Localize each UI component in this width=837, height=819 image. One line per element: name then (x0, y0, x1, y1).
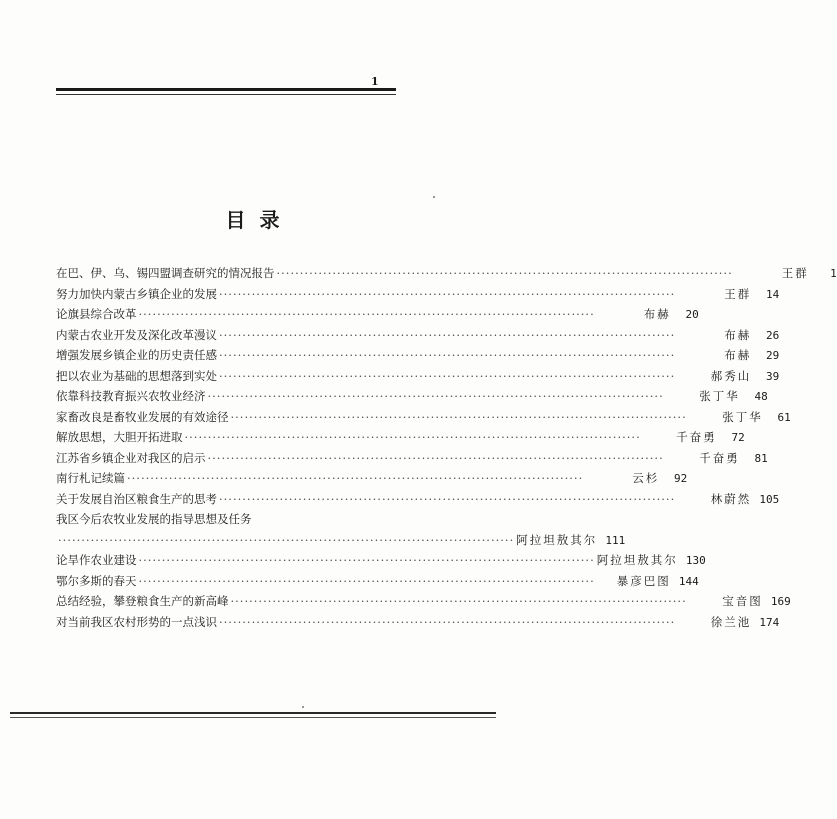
entry-author: 千奋勇 (676, 430, 717, 444)
entry-page: 20 (685, 308, 699, 321)
toc-entry[interactable] (56, 591, 791, 612)
entry-author: 布赫 (724, 348, 752, 362)
toc-entry[interactable] (56, 489, 780, 510)
toc-entry[interactable] (56, 612, 780, 633)
scan-speck (433, 196, 435, 198)
dot-leader (208, 448, 664, 469)
entry-page: 81 (754, 451, 768, 465)
header-rule (56, 88, 396, 91)
dot-leader (219, 489, 675, 510)
table-of-contents (56, 263, 837, 632)
entry-author: 徐兰池 (710, 614, 752, 629)
dot-leader (58, 530, 514, 551)
dot-leader (208, 386, 664, 407)
entry-title: 解放思想，大胆开拓进取 (56, 430, 183, 444)
dot-leader (219, 345, 675, 366)
entry-page: 14 (766, 287, 780, 301)
dot-leader (231, 407, 687, 428)
toc-entry-multiline-title[interactable] (56, 509, 402, 530)
entry-page: 29 (766, 349, 780, 362)
entry-author: 张丁华 (722, 409, 763, 424)
entry-title: 把以农业为基础的思想落到实处 (56, 368, 217, 383)
entry-title: 论旗县综合改革 (56, 307, 137, 321)
toc-entry[interactable] (56, 448, 768, 469)
entry-page: 169 (770, 595, 791, 608)
toc-entry[interactable] (56, 427, 745, 448)
dot-leader (219, 612, 675, 633)
dot-leader (219, 366, 675, 387)
entry-page: 61 (777, 410, 791, 424)
entry-page: 174 (759, 615, 780, 629)
entry-author: 阿拉坦敖其尔 (516, 532, 598, 547)
entry-page: 39 (766, 369, 780, 383)
entry-author: 郝秀山 (710, 368, 752, 383)
entry-title: 努力加快内蒙古乡镇企业的发展 (56, 286, 217, 301)
toc-entry-continuation[interactable] (56, 530, 626, 551)
entry-page: 130 (685, 554, 706, 567)
entry-title: 我区今后农牧业发展的指导思想及任务 (56, 512, 252, 526)
dot-leader (219, 284, 675, 305)
dot-leader (185, 427, 641, 448)
dot-leader (139, 571, 595, 592)
entry-title: 论旱作农业建设 (56, 553, 137, 567)
entry-author: 阿拉坦敖其尔 (596, 553, 678, 567)
entry-page: 1 (830, 267, 837, 280)
toc-entry[interactable] (56, 366, 780, 387)
entry-title: 南行札记续篇 (56, 471, 125, 485)
entry-author: 张丁华 (699, 389, 740, 403)
entry-title: 在巴、伊、乌、锡四盟调查研究的情况报告 (56, 266, 275, 280)
entry-page: 144 (678, 574, 699, 588)
entry-title: 总结经验，攀登粮食生产的新高峰 (56, 594, 229, 608)
entry-page: 26 (766, 328, 780, 342)
entry-author: 云杉 (632, 471, 660, 485)
entry-title: 鄂尔多斯的春天 (56, 573, 137, 588)
entry-page: 92 (674, 472, 688, 485)
scan-speck (302, 706, 304, 708)
entry-page: 111 (605, 533, 626, 547)
entry-author: 宝音图 (722, 594, 763, 608)
toc-entry[interactable] (56, 571, 699, 592)
entry-title: 对当前我区农村形势的一点浅识 (56, 614, 217, 629)
entry-author: 林蔚然 (710, 491, 752, 506)
toc-entry[interactable] (56, 263, 837, 284)
toc-entry[interactable] (56, 468, 688, 489)
toc-entry[interactable] (56, 550, 706, 571)
toc-title: 目录 (225, 208, 294, 232)
entry-title: 家畜改良是畜牧业发展的有效途径 (56, 409, 229, 424)
entry-title: 增强发展乡镇企业的历史责任感 (56, 348, 217, 362)
entry-author: 布赫 (724, 327, 752, 342)
toc-entry[interactable] (56, 304, 699, 325)
dot-leader (139, 304, 595, 325)
page-number: 1 (371, 75, 379, 88)
toc-entry[interactable] (56, 345, 780, 366)
toc-entry[interactable] (56, 386, 768, 407)
footer-rule (10, 712, 496, 714)
entry-author: 布赫 (643, 307, 671, 321)
entry-author: 王群 (724, 286, 752, 301)
entry-page: 72 (731, 431, 745, 444)
dot-leader (219, 325, 675, 346)
entry-author: 王群 (781, 266, 809, 280)
entry-author: 暴彦巴图 (616, 573, 671, 588)
footer-rule-thin (10, 717, 496, 718)
toc-entry[interactable] (56, 325, 780, 346)
dot-leader (127, 468, 583, 489)
entry-author: 千奋勇 (699, 450, 740, 465)
entry-title: 江苏省乡镇企业对我区的启示 (56, 450, 206, 465)
header-rule-thin (56, 94, 396, 95)
entry-title: 依靠科技教育振兴农牧业经济 (56, 389, 206, 403)
dot-leader (277, 263, 733, 284)
entry-title: 内蒙古农业开发及深化改革漫议 (56, 327, 217, 342)
entry-page: 48 (754, 390, 768, 403)
toc-entry[interactable] (56, 407, 791, 428)
entry-page: 105 (759, 492, 780, 506)
entry-title: 关于发展自治区粮食生产的思考 (56, 491, 217, 506)
toc-entry[interactable] (56, 284, 780, 305)
dot-leader (139, 550, 595, 571)
dot-leader (231, 591, 687, 612)
